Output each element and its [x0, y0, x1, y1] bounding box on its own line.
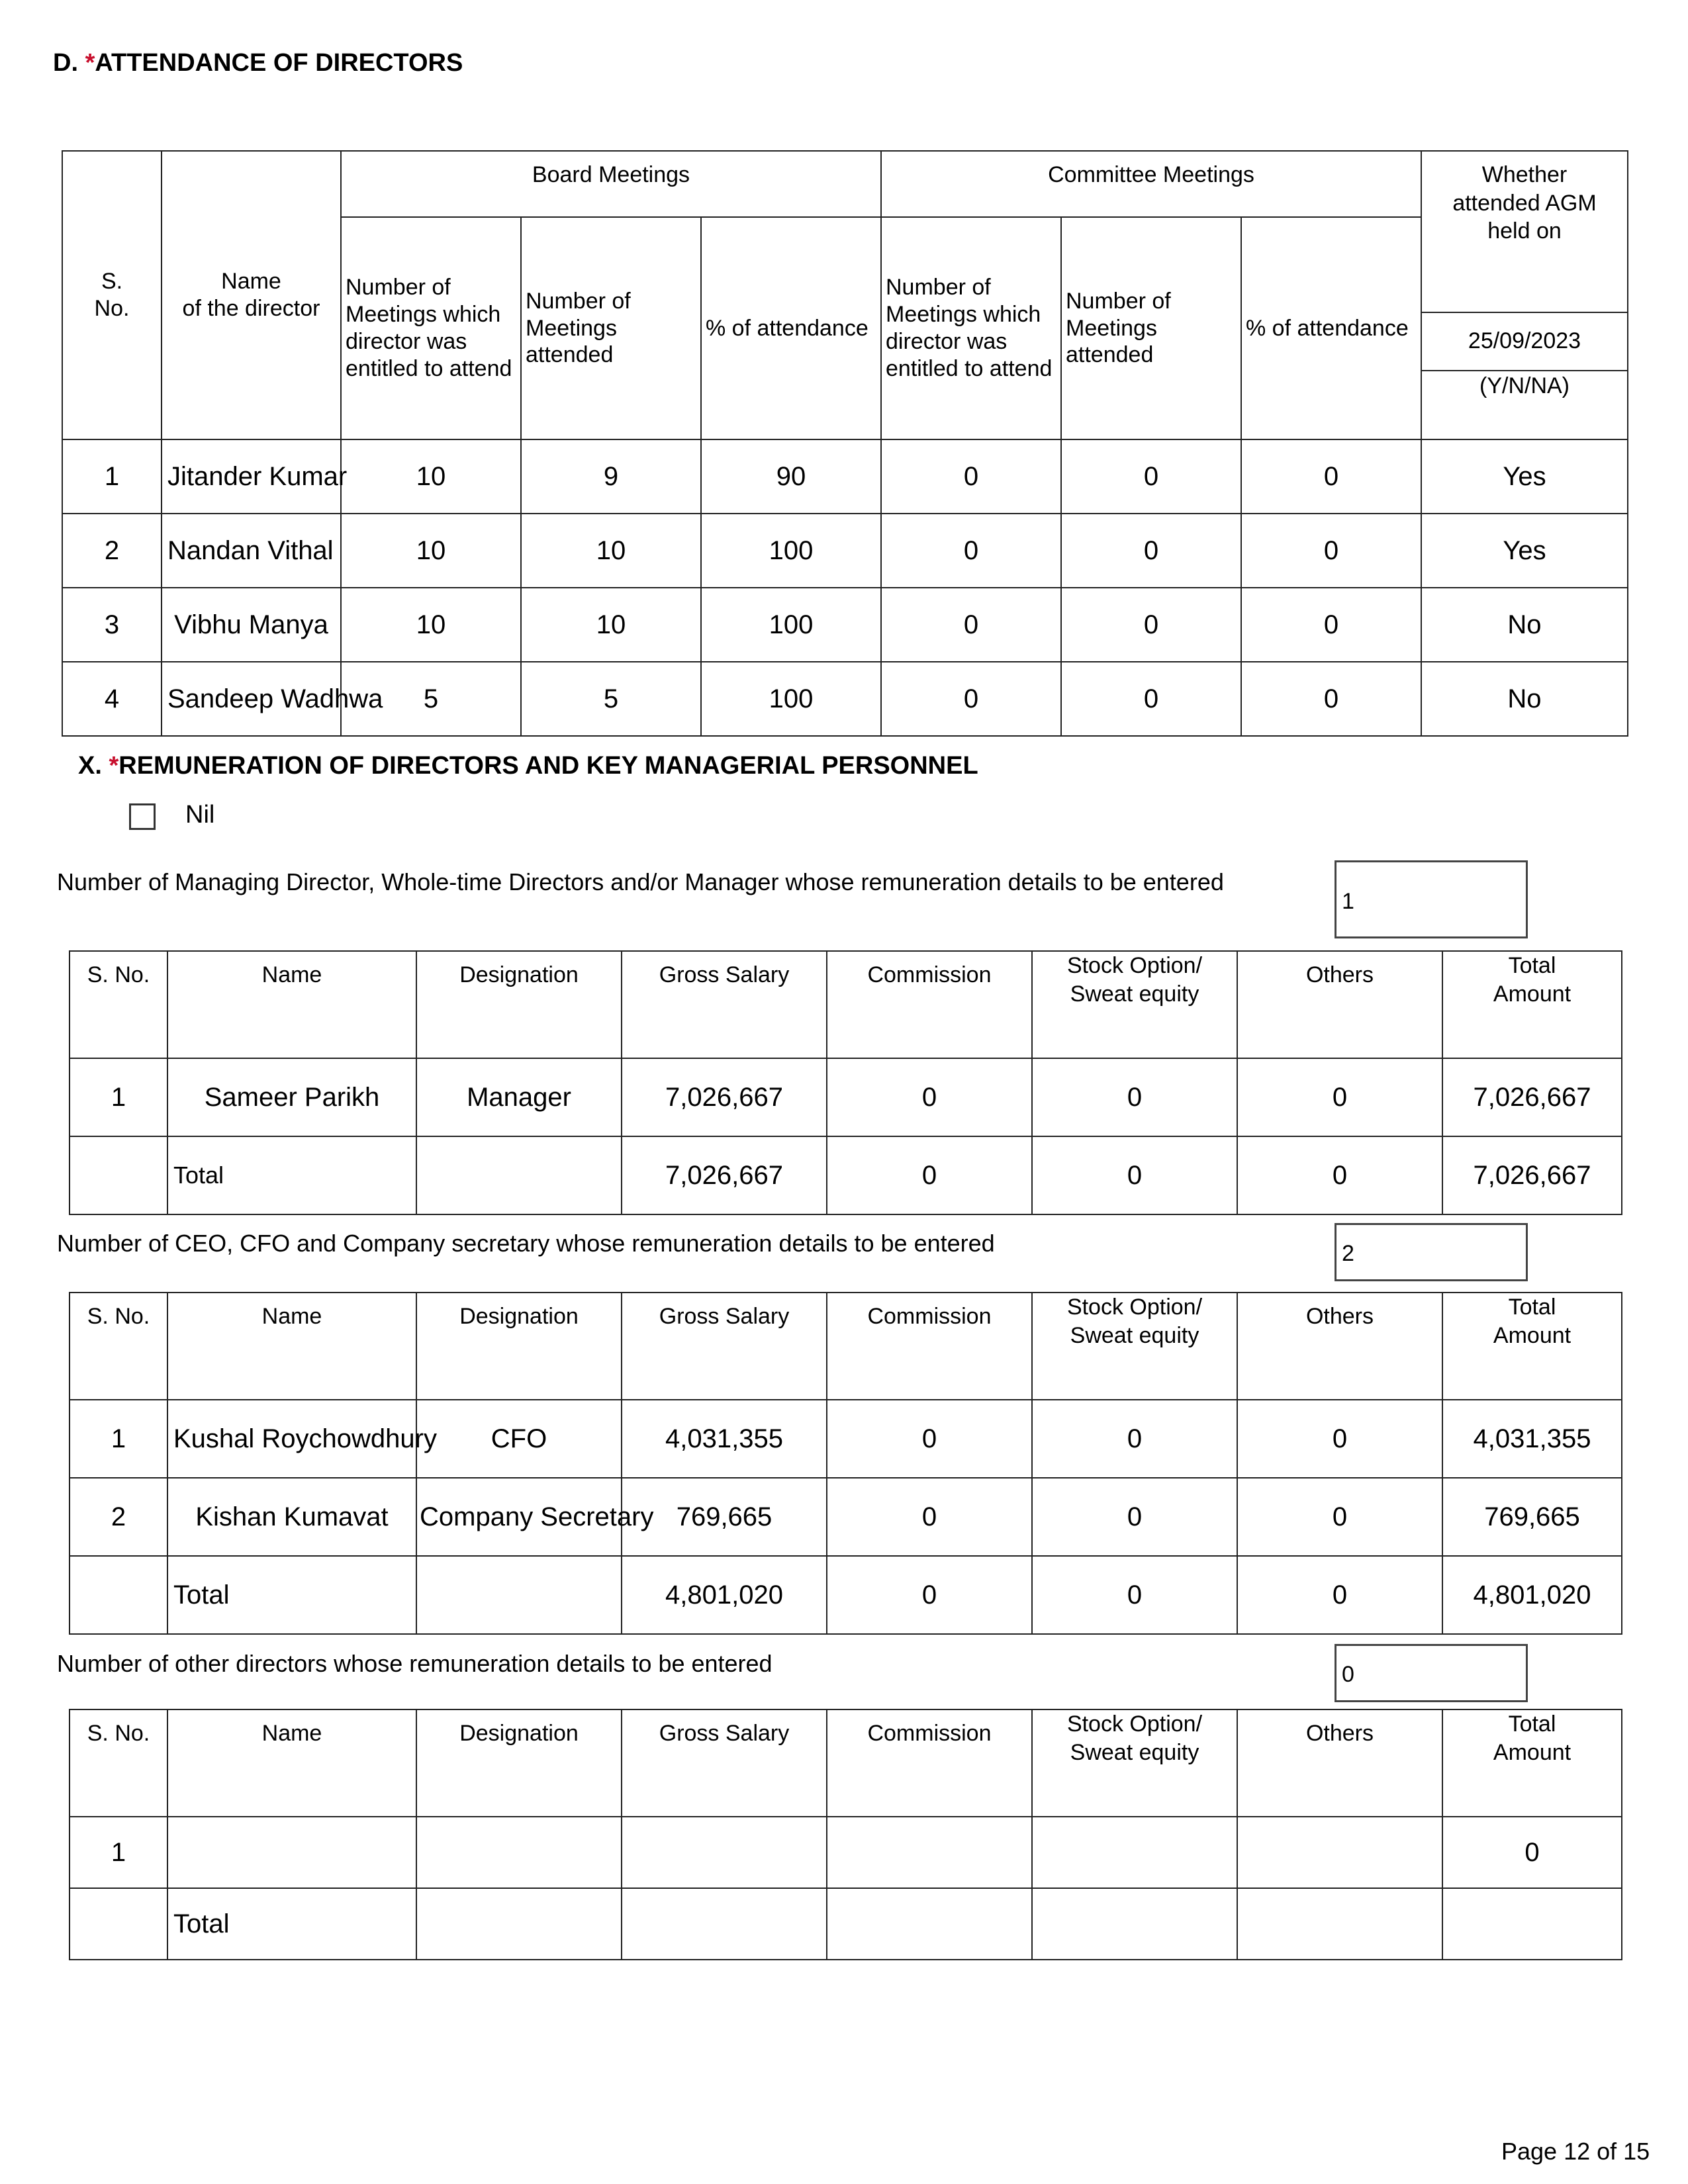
header-committee-pct: % of attendance [1241, 217, 1421, 439]
cell-total-amount: 4,801,020 [1442, 1556, 1622, 1634]
cell-designation [416, 1888, 622, 1960]
cell-committee-pct: 0 [1241, 439, 1421, 514]
table-row [70, 1058, 1622, 1136]
cell-director-name: Vibhu Manya [162, 588, 341, 662]
table-row [62, 662, 1628, 736]
md-count-label: Number of Managing Director, Whole-time Directors and/or Manager whose remuneration details to be entered [57, 868, 1224, 895]
cell-sno: 1 [70, 1400, 167, 1478]
cell-commission: 0 [827, 1058, 1032, 1136]
cell-sno: 2 [70, 1478, 167, 1556]
cell-board-entitled: 5 [341, 662, 521, 736]
cell-board-attended: 10 [521, 514, 701, 588]
cell-gross-salary: 4,801,020 [622, 1556, 827, 1634]
section-d-prefix: D. [53, 49, 85, 77]
header-commission: Commission [827, 1709, 1032, 1817]
other-count-field[interactable]: 0 [1335, 1644, 1528, 1702]
cell-total-amount: 7,026,667 [1442, 1058, 1622, 1136]
kmp-count-field[interactable]: 2 [1335, 1223, 1528, 1281]
cell-others: 0 [1237, 1478, 1442, 1556]
cell-commission: 0 [827, 1556, 1032, 1634]
nil-label: Nil [185, 801, 215, 829]
cell-board-attended: 9 [521, 439, 701, 514]
table-row [62, 439, 1628, 514]
cell-director-name: Sandeep Wadhwa [162, 662, 341, 736]
cell-sno [70, 1888, 167, 1960]
header-board-entitled: Number of Meetings which director was entitled to attend [341, 217, 521, 439]
cell-committee-entitled: 0 [881, 588, 1061, 662]
cell-name: Kishan Kumavat [167, 1478, 416, 1556]
cell-total-label: Total [167, 1556, 416, 1634]
cell-total-label: Total [167, 1888, 416, 1960]
cell-sno: 1 [62, 439, 162, 514]
header-name: Name [167, 1293, 416, 1400]
cell-others [1237, 1817, 1442, 1888]
cell-stock-option: 0 [1032, 1136, 1237, 1214]
cell-sno [70, 1136, 167, 1214]
cell-commission: 0 [827, 1400, 1032, 1478]
section-x-title: REMUNERATION OF DIRECTORS AND KEY MANAGERIAL PERSONNEL [118, 752, 978, 780]
header-total-amount: Total Amount [1442, 1709, 1622, 1817]
cell-board-pct: 90 [701, 439, 881, 514]
header-board-meetings: Board Meetings [341, 151, 881, 217]
header-designation: Designation [416, 1709, 622, 1817]
cell-others [1237, 1888, 1442, 1960]
section-x-heading [78, 752, 978, 780]
section-x-prefix: X. [78, 752, 109, 780]
cell-total-amount: 7,026,667 [1442, 1136, 1622, 1214]
header-committee-attended: Number of Meetings attended [1061, 217, 1241, 439]
table-row [70, 1400, 1622, 1478]
section-d-heading [53, 49, 463, 77]
cell-agm: Yes [1421, 439, 1628, 514]
cell-sno: 4 [62, 662, 162, 736]
header-name: Name [167, 1709, 416, 1817]
cell-others: 0 [1237, 1058, 1442, 1136]
total-row [70, 1556, 1622, 1634]
cell-committee-attended: 0 [1061, 514, 1241, 588]
cell-committee-entitled: 0 [881, 439, 1061, 514]
cell-board-entitled: 10 [341, 588, 521, 662]
table-row [70, 1478, 1622, 1556]
total-row [70, 1136, 1622, 1214]
header-designation: Designation [416, 951, 622, 1058]
cell-committee-attended: 0 [1061, 588, 1241, 662]
cell-stock-option: 0 [1032, 1478, 1237, 1556]
header-sno: S. No. [70, 1709, 167, 1817]
cell-committee-entitled: 0 [881, 662, 1061, 736]
cell-stock-option [1032, 1888, 1237, 1960]
cell-total-amount: 4,031,355 [1442, 1400, 1622, 1478]
cell-director-name: Nandan Vithal [162, 514, 341, 588]
required-star: * [85, 49, 95, 77]
header-sno: S. No. [70, 951, 167, 1058]
cell-stock-option: 0 [1032, 1058, 1237, 1136]
header-gross-salary: Gross Salary [622, 951, 827, 1058]
cell-total-amount [1442, 1888, 1622, 1960]
cell-sno: 1 [70, 1817, 167, 1888]
cell-committee-pct: 0 [1241, 514, 1421, 588]
cell-sno: 2 [62, 514, 162, 588]
header-sno: S. No. [62, 151, 162, 439]
cell-gross-salary: 4,031,355 [622, 1400, 827, 1478]
cell-board-entitled: 10 [341, 439, 521, 514]
cell-commission: 0 [827, 1136, 1032, 1214]
cell-stock-option: 0 [1032, 1400, 1237, 1478]
header-designation: Designation [416, 1293, 622, 1400]
header-board-attended: Number of Meetings attended [521, 217, 701, 439]
cell-board-pct: 100 [701, 662, 881, 736]
cell-designation [416, 1136, 622, 1214]
cell-committee-pct: 0 [1241, 588, 1421, 662]
table-row [62, 588, 1628, 662]
cell-name [167, 1817, 416, 1888]
cell-board-entitled: 10 [341, 514, 521, 588]
header-others: Others [1237, 951, 1442, 1058]
header-agm-text: Whether attended AGM held on [1422, 152, 1627, 313]
cell-total-label: Total [167, 1136, 416, 1214]
required-star: * [109, 752, 119, 780]
cell-designation [416, 1817, 622, 1888]
cell-designation [416, 1556, 622, 1634]
header-gross-salary: Gross Salary [622, 1293, 827, 1400]
cell-gross-salary [622, 1817, 827, 1888]
section-d-title: ATTENDANCE OF DIRECTORS [95, 49, 463, 77]
header-total-amount: Total Amount [1442, 1293, 1622, 1400]
cell-sno [70, 1556, 167, 1634]
cell-designation: Company Secretary [416, 1478, 622, 1556]
cell-committee-entitled: 0 [881, 514, 1061, 588]
header-total-amount: Total Amount [1442, 951, 1622, 1058]
cell-commission [827, 1888, 1032, 1960]
page-number: Page 12 of 15 [1501, 2138, 1650, 2165]
kmp-count-label: Number of CEO, CFO and Company secretary whose remuneration details to be entered [57, 1230, 995, 1257]
cell-gross-salary [622, 1888, 827, 1960]
cell-director-name: Jitander Kumar [162, 439, 341, 514]
header-stock-option: Stock Option/ Sweat equity [1032, 1293, 1237, 1400]
attendance-table [62, 150, 1628, 737]
cell-gross-salary: 769,665 [622, 1478, 827, 1556]
cell-others: 0 [1237, 1400, 1442, 1478]
header-committee-entitled: Number of Meetings which director was entitled to attend [881, 217, 1061, 439]
nil-checkbox[interactable] [129, 803, 156, 830]
other-count-label: Number of other directors whose remuneration details to be entered [57, 1650, 773, 1677]
header-director-name: Name of the director [162, 151, 341, 439]
cell-name: Kushal Roychowdhury [167, 1400, 416, 1478]
cell-total-amount: 0 [1442, 1817, 1622, 1888]
header-commission: Commission [827, 1293, 1032, 1400]
header-commission: Commission [827, 951, 1032, 1058]
header-gross-salary: Gross Salary [622, 1709, 827, 1817]
cell-designation: Manager [416, 1058, 622, 1136]
cell-sno: 1 [70, 1058, 167, 1136]
md-remuneration-table [69, 950, 1622, 1215]
md-count-field[interactable]: 1 [1335, 860, 1528, 938]
cell-board-pct: 100 [701, 514, 881, 588]
total-row [70, 1888, 1622, 1960]
kmp-remuneration-table [69, 1292, 1622, 1635]
table-row [70, 1817, 1622, 1888]
other-remuneration-table [69, 1709, 1622, 1960]
cell-gross-salary: 7,026,667 [622, 1058, 827, 1136]
cell-designation: CFO [416, 1400, 622, 1478]
cell-others: 0 [1237, 1136, 1442, 1214]
header-others: Others [1237, 1293, 1442, 1400]
cell-board-pct: 100 [701, 588, 881, 662]
cell-agm: No [1421, 662, 1628, 736]
cell-commission [827, 1817, 1032, 1888]
cell-gross-salary: 7,026,667 [622, 1136, 827, 1214]
header-sno: S. No. [70, 1293, 167, 1400]
cell-stock-option [1032, 1817, 1237, 1888]
cell-name: Sameer Parikh [167, 1058, 416, 1136]
cell-commission: 0 [827, 1478, 1032, 1556]
cell-sno: 3 [62, 588, 162, 662]
cell-board-attended: 5 [521, 662, 701, 736]
cell-board-attended: 10 [521, 588, 701, 662]
header-stock-option: Stock Option/ Sweat equity [1032, 951, 1237, 1058]
agm-yn-label: (Y/N/NA) [1479, 373, 1570, 398]
cell-agm: No [1421, 588, 1628, 662]
header-committee-meetings: Committee Meetings [881, 151, 1421, 217]
header-agm [1421, 151, 1628, 439]
agm-date: 25/09/2023 [1422, 313, 1627, 371]
cell-total-amount: 769,665 [1442, 1478, 1622, 1556]
cell-stock-option: 0 [1032, 1556, 1237, 1634]
cell-committee-attended: 0 [1061, 662, 1241, 736]
cell-committee-pct: 0 [1241, 662, 1421, 736]
cell-agm: Yes [1421, 514, 1628, 588]
header-name: Name [167, 951, 416, 1058]
header-others: Others [1237, 1709, 1442, 1817]
header-board-pct: % of attendance [701, 217, 881, 439]
cell-committee-attended: 0 [1061, 439, 1241, 514]
cell-others: 0 [1237, 1556, 1442, 1634]
header-stock-option: Stock Option/ Sweat equity [1032, 1709, 1237, 1817]
table-row [62, 514, 1628, 588]
